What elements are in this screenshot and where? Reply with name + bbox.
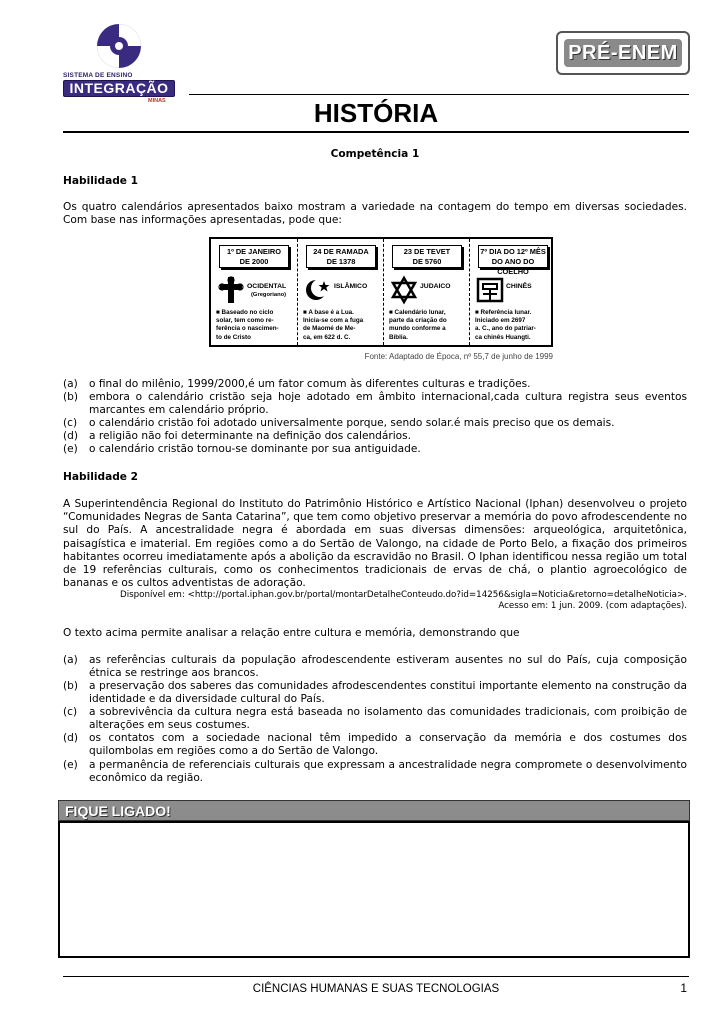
- calendar-date: [392, 245, 462, 268]
- calendar-figure: [209, 237, 555, 367]
- date-line: DE 5760: [412, 257, 442, 266]
- habilidade1-heading: Habilidade 1: [63, 175, 139, 187]
- footer-label: CIÊNCIAS HUMANAS E SUAS TECNOLOGIAS: [252, 983, 500, 995]
- habilidade2-question: O texto acima permite analisar a relação entre cultura e memória, demonstrando que: [63, 627, 520, 639]
- option-item: [63, 654, 687, 680]
- calendar-date: [306, 245, 376, 268]
- calendar-name: ISLÂMICO: [334, 283, 368, 290]
- option-letter: (a): [63, 654, 78, 666]
- habilidade2-heading: Habilidade 2: [63, 471, 139, 483]
- calendar-column-chines: [469, 239, 553, 345]
- date-line: DE 1378: [326, 257, 356, 266]
- date-line: DE 2000: [239, 257, 269, 266]
- calendar-column-judaico: [383, 239, 469, 345]
- option-item: [63, 680, 687, 706]
- logo-small-text: SISTEMA DE ENSINO: [63, 72, 133, 79]
- option-letter: (d): [63, 430, 78, 442]
- calendar-date: [478, 245, 548, 276]
- calendar-description: ■ Referência lunar. Iniciado em 2697 a. C., ano do patriar- ca chinês Huangti.: [475, 309, 536, 341]
- competencia-heading: Competência 1: [330, 148, 420, 160]
- calendar-name: JUDAICO: [420, 283, 451, 290]
- option-item: [63, 378, 687, 391]
- option-text: a sobrevivência da cultura negra está baseada no isolamento das comunidades tradicionais, com proibição de alterações em seus costumes.: [89, 706, 687, 732]
- option-text: os contatos com a sociedade nacional têm impedido a conservação da memória e dos costumes dos quilombolas em regiões como a do Sertão de Valongo.: [89, 732, 687, 758]
- pre-enem-badge: [556, 31, 690, 75]
- option-text: as referências culturais da população afrodescendente estiveram ausentes no sul do País, cuja composição étnica se restringe aos brancos.: [89, 654, 687, 680]
- option-item: [63, 391, 687, 417]
- habilidade1-intro: Os quatro calendários apresentados baixo mostram a variedade na contagem do tempo em diversas sociedades. Com base nas informações apresentadas, pode que:: [63, 201, 687, 227]
- option-text: o calendário cristão tornou-se dominante por sua antiguidade.: [89, 443, 421, 455]
- option-item: [63, 430, 687, 443]
- date-line: 24 DE RAMADA: [313, 247, 369, 256]
- calendar-description: ■ Baseado no ciclo solar, tem como re- ferência o nascimen- to de Cristo: [216, 309, 279, 341]
- date-line: 23 DE TEVET: [403, 247, 451, 256]
- cross-icon: [217, 275, 245, 305]
- page-number: 1: [680, 981, 687, 995]
- calendar-name: CHINÊS: [506, 283, 532, 290]
- figure-source: Fonte: Adaptado de Época, nº 55,7 de junho de 1999: [364, 352, 553, 361]
- logo-swirl-icon: [95, 22, 143, 70]
- logo: [63, 22, 178, 104]
- title-rule: [63, 131, 689, 133]
- option-item: [63, 443, 687, 456]
- habilidade2-paragraph: A Superintendência Regional do Instituto do Patrimônio Histórico e Artístico Nacional (Iphan) desenvolveu o projeto “Comunidades Negras de Santa Catarina”, que tem como objetivo preservar a memória do povo afrodescendente no sul do País. A ancestralidade negra é abordada em suas diversas dimensões: arqueológica, arquitetônica, paisagística e imaterial. Em regiões como a do Sertão de Valongo, na cidade de Porto Belo, a fixação dos primeiros habitantes ocorreu imediatamente após a abolição da escravidão no Brasil. O Iphan identificou nessa região um total de 19 referências culturais, como os conhecimentos tradicionais de ervas de chá, o plantio agroecológico de bananas e os cultos adventistas de adoração.: [63, 498, 687, 590]
- badge-inner: [564, 39, 682, 67]
- header-rule: [189, 94, 689, 95]
- badge-label: PRÉ-ENEM: [568, 41, 678, 64]
- option-letter: (e): [63, 443, 78, 455]
- logo-brand-text: INTEGRAÇÃO: [63, 80, 175, 97]
- calendar-date: [219, 245, 289, 268]
- star-of-david-icon: [390, 275, 418, 305]
- option-text: a permanência de referenciais culturais que expressam a ancestralidade negra compromete o desenvolvimento econômico da região.: [89, 759, 687, 785]
- date-line: DO ANO DO COELHO: [491, 257, 535, 276]
- calendar-name-sub: (Gregoriano): [251, 292, 287, 298]
- option-letter: (c): [63, 417, 78, 429]
- option-item: [63, 759, 687, 785]
- date-line: 7º DIA DO 12º MÊS: [480, 247, 546, 256]
- option-letter: (b): [63, 391, 78, 403]
- option-text: o calendário cristão foi adotado universalmente porque, sendo solar.é mais preciso que os demais.: [89, 417, 615, 429]
- page-title: HISTÓRIA: [313, 98, 439, 128]
- option-letter: (a): [63, 378, 78, 390]
- option-text: embora o calendário cristão seja hoje adotado em âmbito internacional,cada cultura registra seus eventos marcantes em calendário próprio.: [89, 391, 687, 417]
- citation-line: Acesso em: 1 jun. 2009. (com adaptações).: [498, 601, 687, 611]
- option-item: [63, 732, 687, 758]
- chinese-character-icon: [476, 275, 504, 305]
- calendar-table: [209, 237, 553, 347]
- citation-line: Disponível em: <http://portal.iphan.gov.br/portal/montarDetalheConteudo.do?id=14256&sigla=Noticia&retorno=detalheNoticia>.: [120, 590, 687, 600]
- footer-rule: [63, 976, 689, 977]
- option-letter: (e): [63, 759, 78, 771]
- fique-ligado-header: [58, 800, 690, 821]
- calendar-description: ■ A base é a Lua. Inicia-se com a fuga de Maomé de Me- ca, em 622 d. C.: [303, 309, 364, 341]
- fique-ligado-box: [58, 821, 690, 958]
- crescent-star-icon: [304, 275, 332, 305]
- option-text: o final do milênio, 1999/2000,é um fator comum às diferentes culturas e tradições.: [89, 378, 531, 390]
- date-line: 1º DE JANEIRO: [226, 247, 282, 256]
- option-text: a religião não foi determinante na definição dos calendários.: [89, 430, 412, 442]
- calendar-column-ocidental: [211, 239, 297, 345]
- logo-sub-text: MINAS: [148, 98, 166, 104]
- calendar-name: OCIDENTAL: [247, 283, 287, 290]
- option-text: a preservação dos saberes das comunidades afrodescendentes constitui importante elemento na construção da identidade e da diversidade cultural do País.: [89, 680, 687, 706]
- option-letter: (b): [63, 680, 78, 692]
- option-letter: (d): [63, 732, 78, 744]
- option-item: [63, 417, 687, 430]
- option-item: [63, 706, 687, 732]
- fique-ligado-label: FIQUE LIGADO!: [65, 803, 171, 819]
- option-letter: (c): [63, 706, 78, 718]
- calendar-column-islamico: [297, 239, 383, 345]
- calendar-description: ■ Calendário lunar, parte da criação do mundo conforme a Bíblia.: [389, 309, 447, 341]
